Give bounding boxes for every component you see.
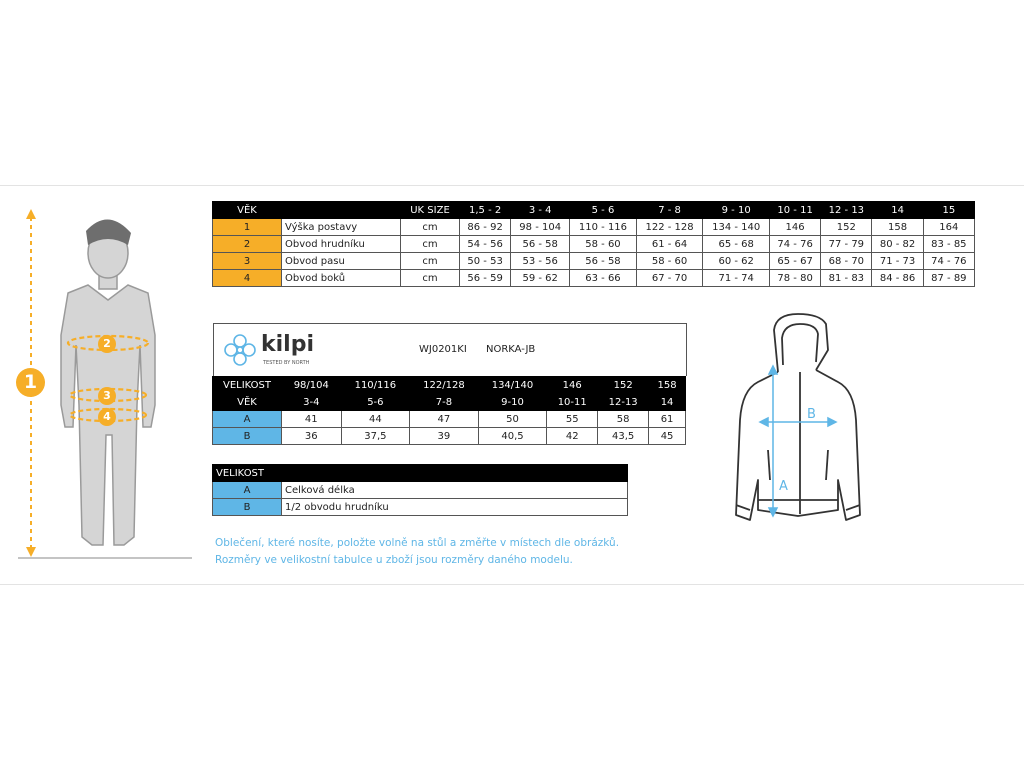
size-col: 98/104 <box>282 377 342 394</box>
size-col: 122/128 <box>410 377 479 394</box>
cell: 50 <box>478 411 547 428</box>
table-row <box>213 499 628 516</box>
size-chart-header-row <box>213 202 975 219</box>
table-row <box>213 482 628 499</box>
empty-header <box>282 202 401 219</box>
legend-header-row <box>213 465 628 482</box>
cell: 74 - 76 <box>923 253 974 270</box>
product-name: NORKA-JB <box>486 344 536 355</box>
size-col: 146 <box>547 377 598 394</box>
row-unit: cm <box>401 253 460 270</box>
cell: 67 - 70 <box>636 270 703 287</box>
row-label: Obvod boků <box>282 270 401 287</box>
legend-header: VELIKOST <box>213 465 282 482</box>
age-col: 7-8 <box>410 394 479 411</box>
legend-text: Celková délka <box>282 482 628 499</box>
row-unit: cm <box>401 219 460 236</box>
cell: 86 - 92 <box>460 219 511 236</box>
product-header <box>213 323 687 376</box>
cell: 56 - 58 <box>570 253 637 270</box>
cell: 58 <box>598 411 649 428</box>
brand-logo: kilpi <box>261 332 315 357</box>
cell: 74 - 76 <box>769 236 820 253</box>
age-header-row <box>213 394 686 411</box>
table-row <box>213 219 975 236</box>
age-col: 10-11 <box>547 394 598 411</box>
age-col: 14 <box>872 202 923 219</box>
height-marker: 1 <box>16 368 45 397</box>
note-line: Rozměry ve velikostní tabulce u zboží jsou rozměry daného modelu. <box>215 554 573 566</box>
age-col: 5-6 <box>341 394 410 411</box>
legend-header-empty <box>282 465 628 482</box>
cell: 78 - 80 <box>769 270 820 287</box>
age-col: 9-10 <box>478 394 547 411</box>
table-row <box>213 253 975 270</box>
cell: 122 - 128 <box>636 219 703 236</box>
note-line: Oblečení, které nosíte, položte volně na stůl a změřte v místech dle obrázků. <box>215 537 620 549</box>
age-col: 12 - 13 <box>821 202 872 219</box>
age-header-label: VĚK <box>213 394 282 411</box>
jacket-label-a: A <box>779 479 788 494</box>
row-label: B <box>213 428 282 445</box>
cell: 98 - 104 <box>511 219 570 236</box>
size-header-label: VELIKOST <box>213 377 282 394</box>
size-col: 152 <box>598 377 649 394</box>
age-col: 5 - 6 <box>570 202 637 219</box>
cell: 43,5 <box>598 428 649 445</box>
table-row <box>213 428 686 445</box>
cell: 50 - 53 <box>460 253 511 270</box>
legend-label: B <box>213 499 282 516</box>
age-header: VĚK <box>213 202 282 219</box>
row-number: 4 <box>213 270 282 287</box>
size-chart-table <box>212 201 975 287</box>
jacket-label-b: B <box>807 407 816 422</box>
legend-table <box>212 464 628 516</box>
brand-tagline: TESTED BY NORTH <box>263 360 310 366</box>
cell: 134 - 140 <box>703 219 770 236</box>
cell: 71 - 74 <box>703 270 770 287</box>
row-label: A <box>213 411 282 428</box>
cell: 37,5 <box>341 428 410 445</box>
cell: 60 - 62 <box>703 253 770 270</box>
kilpi-logo-icon <box>222 332 258 368</box>
legend-text: 1/2 obvodu hrudníku <box>282 499 628 516</box>
row-number: 2 <box>213 236 282 253</box>
table-row <box>213 236 975 253</box>
cell: 65 - 68 <box>703 236 770 253</box>
top-divider <box>0 185 1024 186</box>
cell: 53 - 56 <box>511 253 570 270</box>
cell: 56 - 58 <box>511 236 570 253</box>
cell: 152 <box>821 219 872 236</box>
age-col: 3 - 4 <box>511 202 570 219</box>
age-col: 14 <box>649 394 686 411</box>
cell: 83 - 85 <box>923 236 974 253</box>
age-col: 12-13 <box>598 394 649 411</box>
jacket-illustration <box>728 310 868 535</box>
cell: 87 - 89 <box>923 270 974 287</box>
row-label: Výška postavy <box>282 219 401 236</box>
product-code: WJ0201KI <box>419 344 467 355</box>
row-number: 1 <box>213 219 282 236</box>
cell: 80 - 82 <box>872 236 923 253</box>
waist-marker: 3 <box>98 387 116 405</box>
size-col: 110/116 <box>341 377 410 394</box>
chest-marker: 2 <box>98 335 116 353</box>
cell: 59 - 62 <box>511 270 570 287</box>
age-col: 15 <box>923 202 974 219</box>
age-col: 3-4 <box>282 394 342 411</box>
cell: 39 <box>410 428 479 445</box>
age-col: 10 - 11 <box>769 202 820 219</box>
bottom-divider <box>0 584 1024 585</box>
cell: 54 - 56 <box>460 236 511 253</box>
cell: 77 - 79 <box>821 236 872 253</box>
cell: 158 <box>872 219 923 236</box>
uk-size-header: UK SIZE <box>401 202 460 219</box>
cell: 164 <box>923 219 974 236</box>
row-number: 3 <box>213 253 282 270</box>
table-row <box>213 411 686 428</box>
cell: 68 - 70 <box>821 253 872 270</box>
size-col: 134/140 <box>478 377 547 394</box>
row-label: Obvod hrudníku <box>282 236 401 253</box>
cell: 45 <box>649 428 686 445</box>
hip-marker: 4 <box>98 408 116 426</box>
age-col: 9 - 10 <box>703 202 770 219</box>
cell: 84 - 86 <box>872 270 923 287</box>
legend-label: A <box>213 482 282 499</box>
cell: 55 <box>547 411 598 428</box>
cell: 65 - 67 <box>769 253 820 270</box>
cell: 61 <box>649 411 686 428</box>
table-row <box>213 270 975 287</box>
cell: 56 - 59 <box>460 270 511 287</box>
cell: 42 <box>547 428 598 445</box>
cell: 146 <box>769 219 820 236</box>
cell: 40,5 <box>478 428 547 445</box>
row-label: Obvod pasu <box>282 253 401 270</box>
size-header-row <box>213 377 686 394</box>
cell: 44 <box>341 411 410 428</box>
cell: 63 - 66 <box>570 270 637 287</box>
cell: 36 <box>282 428 342 445</box>
cell: 110 - 116 <box>570 219 637 236</box>
row-unit: cm <box>401 236 460 253</box>
cell: 41 <box>282 411 342 428</box>
cell: 58 - 60 <box>636 253 703 270</box>
product-measure-table <box>212 376 686 445</box>
cell: 47 <box>410 411 479 428</box>
cell: 61 - 64 <box>636 236 703 253</box>
cell: 58 - 60 <box>570 236 637 253</box>
age-col: 7 - 8 <box>636 202 703 219</box>
cell: 71 - 73 <box>872 253 923 270</box>
age-col: 1,5 - 2 <box>460 202 511 219</box>
row-unit: cm <box>401 270 460 287</box>
size-col: 158 <box>649 377 686 394</box>
cell: 81 - 83 <box>821 270 872 287</box>
